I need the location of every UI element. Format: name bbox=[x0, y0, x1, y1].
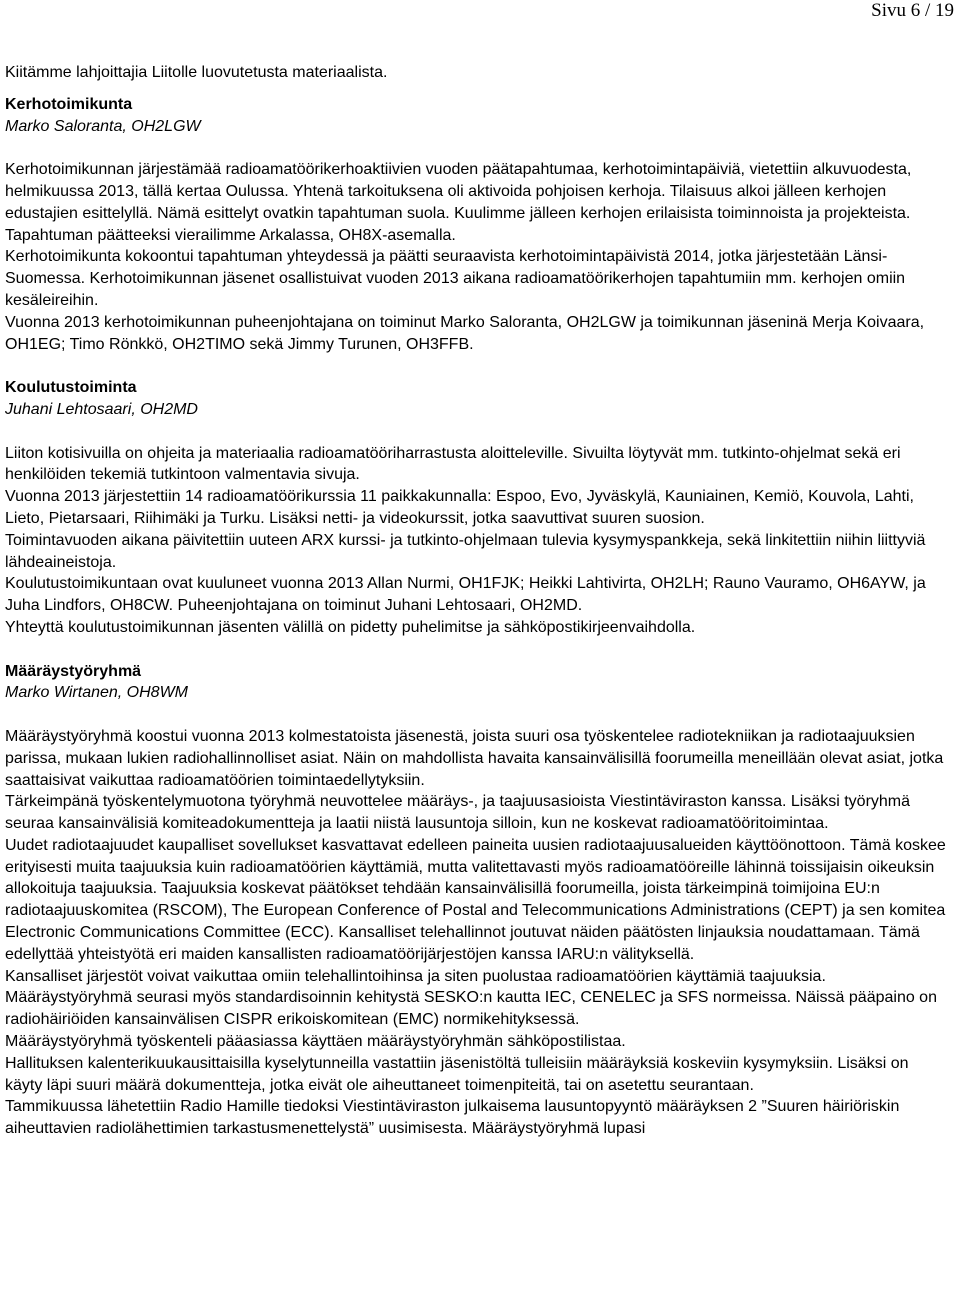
paragraph: Kerhotoimikunta kokoontui tapahtuman yhteydessä ja päätti seuraavista kerhotoimintapäivistä 2014, jotka järjestetään Länsi-Suomessa. Kerhotoimikunnan jäsenet osallistuivat vuoden 2013 aikana radioamatöörikerhojen tapahtumiin mm. kerhojen omiin kesäleireihin. bbox=[5, 248, 906, 309]
paragraph: Määräystyöryhmä koostui vuonna 2013 kolmestatoista jäsenestä, joista suuri osa työskentelee radiotekniikan ja radiotaajuuksien parissa, mukaan lukien radiohallinnolliset asiat. Näin on mahdollista havaita kansainvälisillä foorumeilla meneillään olevat asiat, jotka saattaisivat vaikuttaa radioamatöörien toimintaedellytyksiin. bbox=[5, 727, 944, 789]
intro-paragraph: Kiitämme lahjoittajia Liitolle luovutetusta materiaalista. bbox=[5, 64, 388, 81]
paragraph: Vuonna 2013 järjestettiin 14 radioamatöörikurssia 11 paikkakunnalla: Espoo, Evo, Jyväskylä, Kauniainen, Kemiö, Kouvola, Lahti, Lieto, Pietarsaari, Riihimäki ja Turku. Lisäksi netti- ja videokurssit, jotka saavuttivat suuren suosion. bbox=[5, 488, 914, 527]
paragraph: Vuonna 2013 kerhotoimikunnan puheenjohtajana on toiminut Marko Saloranta, OH2LGW ja toimikunnan jäseninä Merja Koivaara, OH1EG; Timo Rönkkö, OH2TIMO sekä Jimmy Turunen, OH3FFB. bbox=[5, 313, 925, 353]
paragraph: Kerhotoimikunnan järjestämää radioamatöörikerhoaktiivien vuoden päätapahtumaa, kerhotoimintapäiviä, vietettiin alkuvuodesta, helmikuussa 2013, tällä kertaa Oulussa. Yhtenä tarkoituksena oli aktivoida pohjoisen kerhoja. Tilaisuus alkoi jälleen kerhojen edustajien esittelyllä. Nämä esittelyt ovatkin tapahtuman suola. Kuulimme jälleen kerhojen erilaisista toiminnoista ja projekteista. Tapahtuman päätteeksi vierailimme Arkalassa, OH8X-asemalla. bbox=[5, 161, 912, 244]
section-maaraystyoryhma bbox=[5, 661, 950, 1141]
section-responsible-person: Juhani Lehtosaari, OH2MD bbox=[5, 400, 198, 418]
section-koulutustoiminta bbox=[5, 377, 950, 639]
paragraph: Kansalliset järjestöt voivat vaikuttaa omiin telehallintoihinsa ja siten puolustaa radioamatöörien käyttämiä taajuuksia. Määräystyöryhmä seurasi myös standardisoinnin kehitystä SESKO:n kautta IEC, CENELEC ja SFS normeissa. Näissä pääpaino on radiohäiriöiden kansainvälisen CISPR erikoiskomitean (EMC) normikehityksessä. bbox=[5, 967, 937, 1029]
section-responsible-person: Marko Saloranta, OH2LGW bbox=[5, 117, 201, 135]
section-heading: Koulutustoiminta bbox=[5, 379, 137, 397]
paragraph: Hallituksen kalenterikuukausittaisilla kyselytunneilla vastattiin jäsenistöltä tulleisiin määräyksiä koskeviin kysymyksiin. Lisäksi on käyty läpi suuri määrä dokumentteja, jotka eivät ole aiheuttaneet toimenpiteitä, tai on asetettu seurantaan. bbox=[5, 1054, 909, 1094]
paragraph: Tärkeimpänä työskentelymuotona työryhmä neuvottelee määräys-, ja taajuusasioista Viestintäviraston kanssa. Lisäksi työryhmä seuraa kansainvälisiä komiteadokumentteja ja laatii niistä lausuntoja silloin, kun ne koskevat radioamatööritoimintaa. bbox=[5, 793, 911, 833]
section-heading: Kerhotoimikunta bbox=[5, 95, 133, 113]
paragraph: Koulutustoimikuntaan ovat kuuluneet vuonna 2013 Allan Nurmi, OH1FJK; Heikki Lahtivirta, OH2LH; Rauno Vauramo, OH6AYW, ja Juha Lindfors, OH8CW. Puheenjohtajana on toiminut Juhani Lehtosaari, OH2MD. bbox=[5, 575, 926, 615]
paragraph: Yhteyttä koulutustoimikunnan jäsenten välillä on pidetty puhelimitse ja sähköpostikirjeenvaihdolla. bbox=[5, 618, 696, 636]
document-body bbox=[5, 62, 950, 1140]
paragraph: Liiton kotisivuilla on ohjeita ja materiaalia radioamatööriharrastusta aloitteleville. Sivuilta löytyvät mm. tutkinto-ohjelmat sekä eri henkilöiden tekemiä tutkintoon valmentavia sivuja. bbox=[5, 444, 901, 484]
page-number: Sivu 6 / 19 bbox=[871, 0, 954, 21]
paragraph: Toimintavuoden aikana päivitettiin uuteen ARX kurssi- ja tutkinto-ohjelmaan tulevia kysymyspankkeja, sekä linkitettiin niihin liittyviä lähdeaineistoja. bbox=[5, 531, 926, 571]
paragraph: Uudet radiotaajuudet kaupalliset sovellukset kasvattavat edelleen paineita uusien radiotaajuusalueiden käyttöönottoon. Tämä koskee erityisesti muita taajuuksia kuin radioamatöörien käyttämiä, mutta valitettavasti myös radioamatööreille lähinnä toissijaisin oikeuksin allokoituja taajuuksia. Taajuuksia koskevat päätökset tehdään kansainvälisillä foorumeilla, joista tärkeimpinä toimijoina EU:n radiotaajuuskomitea (RSCOM), The European Conference of Postal and Telecommunications Administrations (CEPT) ja sen komitea Electronic Communications Committee (ECC). Kansalliset telehallinnot joutuvat näiden päätösten linjauksia noudattamaan. Tämä edellyttää yhteistyötä eri maiden kansallisten radioamatöörijärjestöjen kanssa IARU:n välityksellä. bbox=[5, 836, 946, 963]
section-heading: Määräystyöryhmä bbox=[5, 662, 142, 680]
paragraph: Määräystyöryhmä työskenteli pääasiassa käyttäen määräystyöryhmän sähköpostilistaa. bbox=[5, 1033, 626, 1051]
paragraph: Tammikuussa lähetettiin Radio Hamille tiedoksi Viestintäviraston julkaisema lausuntopyyntö määräyksen 2 ”Suuren häiriöriskin aiheuttavien radiolähettimien tarkastusmenettelystä” uusimisesta. Määräystyöryhmä lupasi bbox=[5, 1098, 900, 1138]
section-responsible-person: Marko Wirtanen, OH8WM bbox=[5, 684, 188, 702]
section-kerhotoimikunta bbox=[5, 94, 950, 356]
